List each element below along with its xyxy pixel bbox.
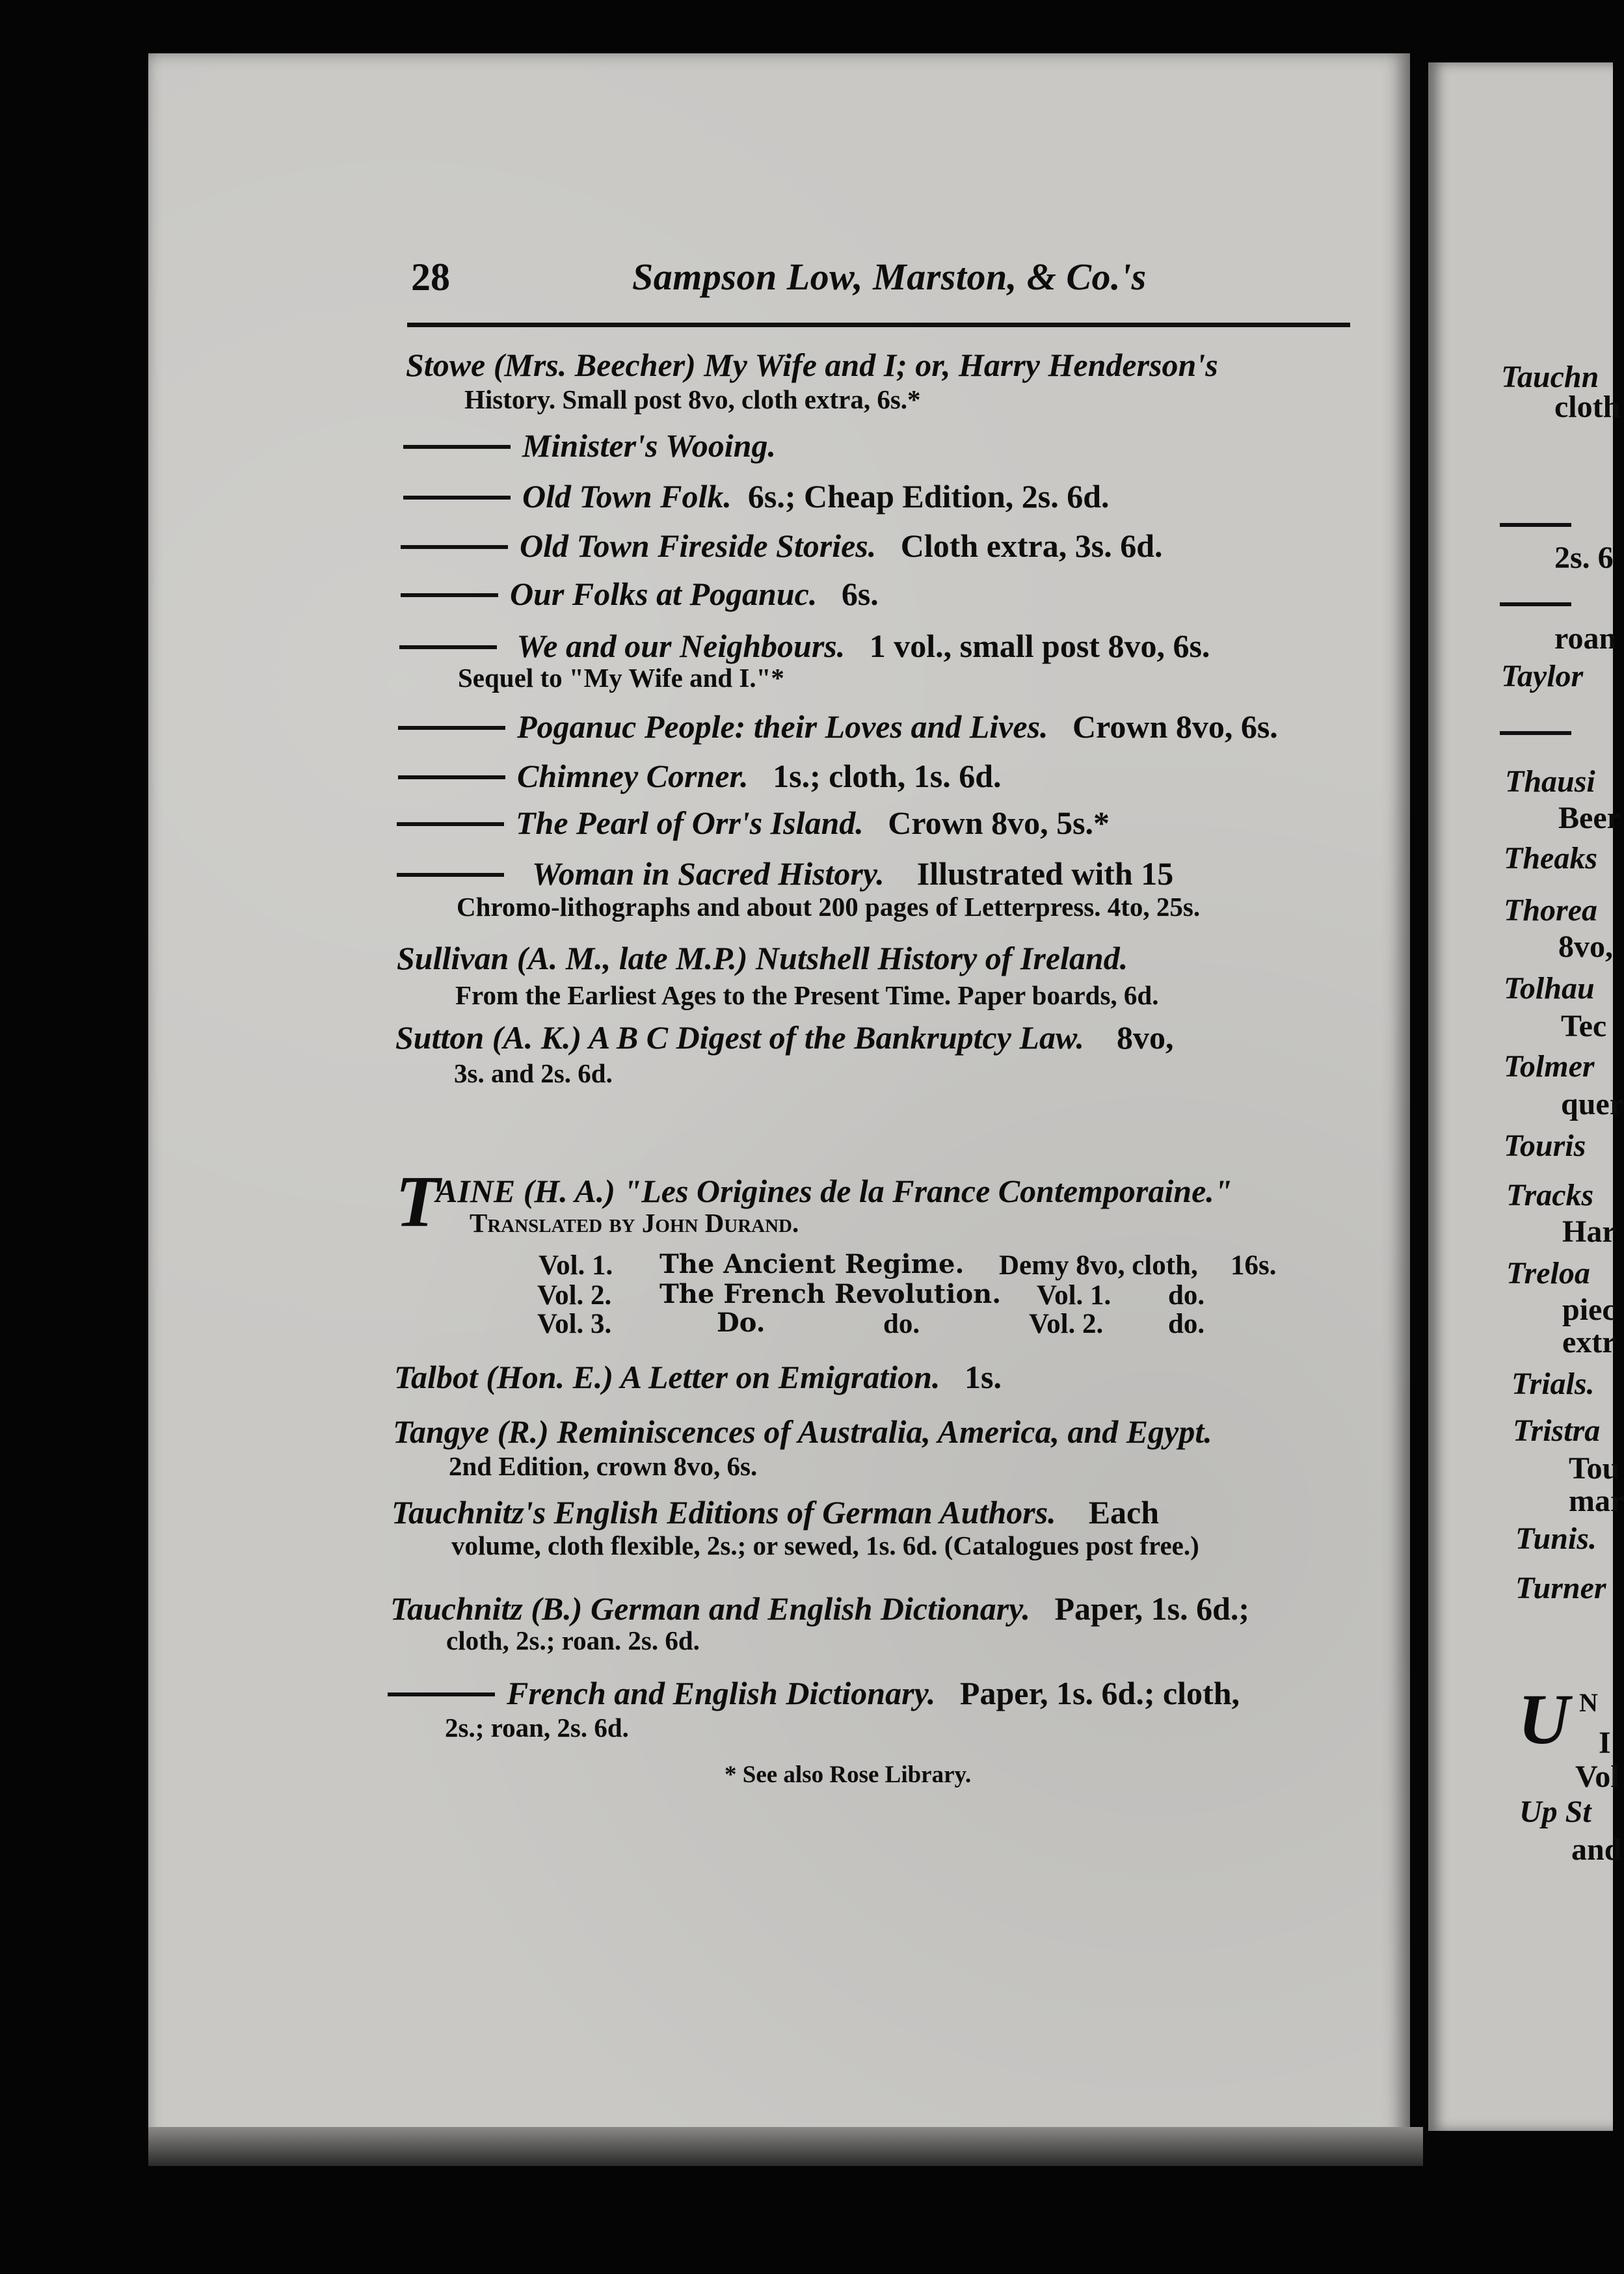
- entry-title: Poganuc People: their Loves and Lives.: [517, 708, 1048, 745]
- entry-title: Our Folks at Poganuc.: [510, 576, 818, 612]
- entry-title: Talbot (Hon. E.) A Letter on Emigration.: [394, 1359, 940, 1395]
- entry-tangye-detail: 2nd Edition, crown 8vo, 6s.: [449, 1451, 758, 1481]
- ditto-dash: [399, 645, 497, 649]
- rp-line: Tou: [1569, 1451, 1620, 1486]
- entry-detail: 1s.: [964, 1359, 1002, 1395]
- entry-stowe-old-town-folk: [403, 480, 1110, 513]
- rp-dropcap: U: [1518, 1679, 1570, 1759]
- rp-line: and: [1571, 1832, 1622, 1867]
- footnote: * See also Rose Library.: [725, 1761, 972, 1788]
- vol-label: Vol. 1.: [539, 1250, 613, 1281]
- entry-title: Minister's Wooing.: [522, 427, 776, 464]
- entry-detail: Illustrated with 15: [916, 855, 1174, 892]
- rp-line: Theaks: [1504, 841, 1597, 876]
- rp-line: roan: [1554, 621, 1617, 656]
- vol-price: 16s.: [1231, 1250, 1277, 1281]
- entry-stowe-pearl: [397, 807, 1110, 839]
- rp-line: Tunis.: [1515, 1521, 1597, 1556]
- rp-line: Turner: [1515, 1571, 1606, 1605]
- entry-title: Tauchnitz's English Editions of German Authors.: [392, 1494, 1056, 1531]
- rp-line: Tolhau: [1504, 971, 1595, 1006]
- entry-french-dictionary-detail: 2s.; roan, 2s. 6d.: [445, 1713, 629, 1743]
- rp-line: Trials.: [1511, 1367, 1595, 1401]
- rp-line: cloth: [1554, 390, 1621, 424]
- entry-detail: Cloth extra, 3s. 6d.: [900, 528, 1163, 564]
- rp-line: Up St: [1519, 1795, 1591, 1829]
- entry-stowe-neighbours-note: Sequel to "My Wife and I."*: [458, 663, 784, 693]
- rp-line: piec: [1562, 1292, 1616, 1327]
- vol-price: do.: [1168, 1280, 1205, 1311]
- entry-title: Old Town Folk.: [522, 478, 732, 515]
- entry-detail: Paper, 1s. 6d.; cloth,: [959, 1675, 1240, 1711]
- rp-line: Tolmer: [1504, 1049, 1595, 1084]
- entry-detail: Crown 8vo, 6s.: [1072, 708, 1278, 745]
- rp-line: N: [1579, 1688, 1598, 1717]
- entry-taine-title: AINE (H. A.) "Les Origines de la France Contemporaine.": [436, 1173, 1232, 1209]
- entry-sutton-title: [395, 1021, 1173, 1054]
- entry-stowe-detail: History. Small post 8vo, cloth extra, 6s.*: [464, 384, 921, 414]
- entry-talbot: [394, 1361, 1002, 1393]
- entry-stowe-our-folks: [401, 578, 879, 610]
- entry-detail: Crown 8vo, 5s.*: [888, 805, 1110, 841]
- entry-title: Tauchnitz (B.) German and English Dictionary.: [390, 1590, 1031, 1627]
- entry-tauchnitz-editions: [392, 1496, 1159, 1529]
- rp-line: Thausi: [1505, 764, 1595, 799]
- entry-detail: Paper, 1s. 6d.;: [1054, 1590, 1250, 1627]
- entry-detail: 8vo,: [1116, 1019, 1174, 1056]
- rp-line: Tristra: [1513, 1413, 1601, 1448]
- rp-line: Thorea: [1504, 893, 1597, 928]
- running-head: Sampson Low, Marston, & Co.'s: [632, 256, 1147, 298]
- entry-tauchnitz-editions-detail: volume, cloth flexible, 2s.; or sewed, 1s. 6d. (Catalogues post free.): [451, 1531, 1199, 1560]
- rp-line: Taylor: [1501, 659, 1584, 693]
- entry-detail: 1s.; cloth, 1s. 6d.: [773, 758, 1002, 794]
- ditto-dash: [398, 726, 505, 730]
- entry-stowe-poganuc-people: [398, 710, 1278, 743]
- rp-line: mar: [1569, 1484, 1624, 1518]
- entry-stowe-woman-sacred-note: Chromo-lithographs and about 200 pages of Letterpress. 4to, 25s.: [457, 892, 1201, 922]
- vol-title: Do.: [717, 1307, 765, 1338]
- ditto-dash: [398, 775, 505, 779]
- rp-line: 8vo,: [1558, 930, 1613, 964]
- rp-line: Har: [1562, 1214, 1616, 1249]
- vol-label: Vol. 2.: [537, 1280, 612, 1311]
- vol-format: Demy 8vo, cloth,: [999, 1250, 1198, 1281]
- section-dropcap: T: [395, 1162, 440, 1242]
- ditto-dash: [403, 496, 511, 500]
- entry-detail: Each: [1088, 1494, 1160, 1531]
- entry-stowe-ministers-wooing: [403, 429, 776, 462]
- entry-stowe-chimney-corner: [398, 760, 1002, 792]
- entry-sullivan-title: Sullivan (A. M., late M.P.) Nutshell History of Ireland.: [397, 940, 1128, 976]
- vol-label: Vol. 3.: [537, 1309, 612, 1339]
- ditto-dash: [388, 1692, 495, 1696]
- entry-detail: Translated by John Durand.: [470, 1208, 799, 1238]
- entry-title: We and our Neighbours.: [516, 628, 845, 664]
- rp-line: I: [1599, 1726, 1611, 1760]
- rp-line: Tec: [1561, 1009, 1607, 1043]
- entry-sullivan-detail: From the Earliest Ages to the Present Time. Paper boards, 6d.: [455, 980, 1159, 1010]
- vol-title: The French Revolution.: [659, 1279, 1002, 1309]
- vol-price: do.: [1168, 1309, 1205, 1339]
- entry-tauchnitz-dictionary-detail: cloth, 2s.; roan. 2s. 6d.: [446, 1625, 700, 1655]
- vol-mid: do.: [883, 1309, 920, 1339]
- ditto-dash: [397, 873, 504, 877]
- rp-line: extr: [1562, 1325, 1616, 1359]
- rp-line: Touris: [1504, 1129, 1586, 1163]
- entry-title: Woman in Sacred History.: [532, 855, 885, 892]
- entry-stowe-neighbours: [399, 630, 1210, 662]
- entry-french-dictionary: [388, 1677, 1240, 1709]
- ditto-dash: [401, 593, 498, 597]
- vol-title: The Ancient Regime.: [659, 1249, 965, 1279]
- entry-detail: 6s.: [841, 576, 879, 612]
- entry-title: Chimney Corner.: [517, 758, 749, 794]
- entry-title: French and English Dictionary.: [507, 1675, 936, 1711]
- ditto-dash: [401, 545, 508, 549]
- ditto-dash: [403, 445, 511, 449]
- vol-format: Vol. 2.: [1029, 1309, 1104, 1339]
- entry-stowe-woman-sacred: [397, 857, 1173, 890]
- entry-tangye-title: Tangye (R.) Reminiscences of Australia, America, and Egypt.: [393, 1413, 1212, 1450]
- entry-detail: 6s.; Cheap Edition, 2s. 6d.: [747, 478, 1110, 515]
- rp-line: Tracks: [1506, 1178, 1594, 1212]
- entry-stowe-title: Stowe (Mrs. Beecher) My Wife and I; or, Harry Henderson's: [406, 347, 1218, 383]
- entry-sutton-detail: 3s. and 2s. 6d.: [454, 1058, 613, 1088]
- entry-taine-translator: [470, 1210, 799, 1237]
- ditto-dash: [397, 822, 504, 826]
- entry-title: The Pearl of Orr's Island.: [516, 805, 864, 841]
- rp-line: Vol: [1575, 1759, 1619, 1794]
- entry-title: Old Town Fireside Stories.: [520, 528, 877, 564]
- entry-detail: 1 vol., small post 8vo, 6s.: [869, 628, 1210, 664]
- vol-format: Vol. 1.: [1037, 1280, 1112, 1311]
- rp-line: Tauchn: [1501, 360, 1599, 394]
- rp-line: quer: [1561, 1087, 1623, 1121]
- rp-line: 2s. 6: [1554, 541, 1614, 575]
- entry-tauchnitz-dictionary: [390, 1592, 1249, 1625]
- entry-title: Sutton (A. K.) A B C Digest of the Bankruptcy Law.: [395, 1019, 1084, 1056]
- rp-line: Beer: [1558, 801, 1621, 835]
- page-number: 28: [411, 256, 450, 299]
- rp-line: Treloa: [1506, 1256, 1590, 1291]
- entry-stowe-fireside-stories: [401, 529, 1163, 562]
